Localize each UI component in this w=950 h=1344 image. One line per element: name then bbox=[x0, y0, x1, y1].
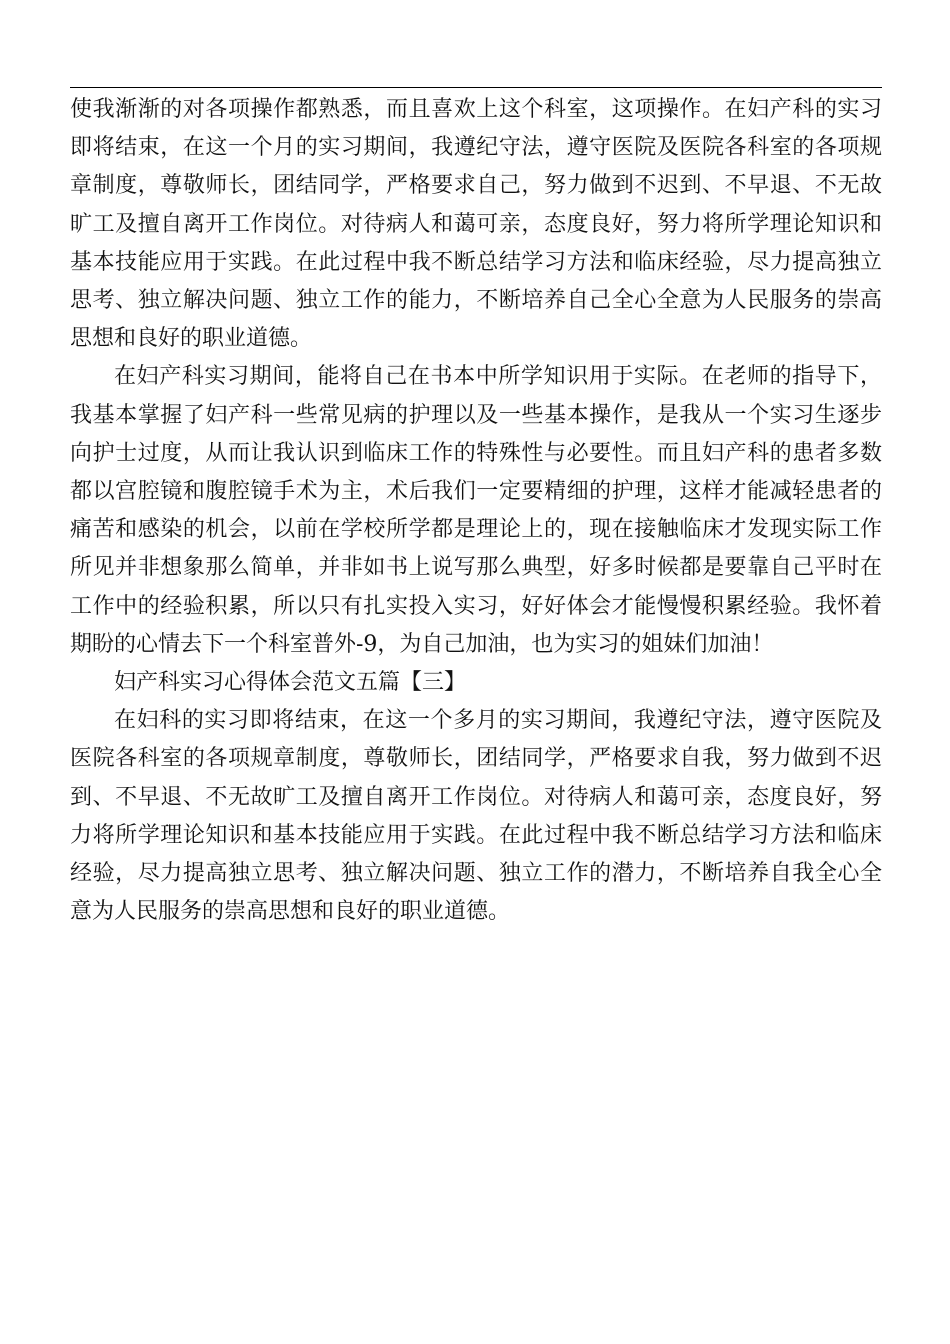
paragraph-2: 在妇产科实习期间，能将自己在书本中所学知识用于实际。在老师的指导下，我基本掌握了妇产科一些常见病的护理以及一些基本操作，是我从一个实习生逐步向护士过度，从而让我认识到临床工作的特殊性与必要性。而且妇产科的患者多数都以宫腔镜和腹腔镜手术为主，术后我们一定要精细的护理，这样才能减轻患者的痛苦和感染的机会，以前在学校所学都是理论上的，现在接触临床才发现实际工作所见并非想象那么简单，并非如书上说写那么典型，好多时候都是要靠自己平时在工作中的经验积累，所以只有扎实投入实习，好好体会才能慢慢积累经验。我怀着期盼的心情去下一个科室普外-9，为自己加油，也为实习的姐妹们加油！ bbox=[70, 364, 882, 657]
section-heading: 妇产科实习心得体会范文五篇【三】 bbox=[114, 670, 467, 696]
paragraph-3: 在妇科的实习即将结束，在这一个多月的实习期间，我遵纪守法，遵守医院及医院各科室的各项规章制度，尊敬师长，团结同学，严格要求自我，努力做到不迟到、不早退、不无故旷工及擅自离开工作岗位。对待病人和蔼可亲，态度良好，努力将所学理论知识和基本技能应用于实践。在此过程中我不断总结学习方法和临床经验，尽力提高独立思考、独立解决问题、独立工作的潜力，不断培养自我全心全意为人民服务的崇高思想和良好的职业道德。 bbox=[70, 708, 882, 925]
paragraph-1: 使我渐渐的对各项操作都熟悉，而且喜欢上这个科室，这项操作。在妇产科的实习即将结束，在这一个月的实习期间，我遵纪守法，遵守医院及医院各科室的各项规章制度，尊敬师长，团结同学，严格要求自己，努力做到不迟到、不早退、不无故旷工及擅自离开工作岗位。对待病人和蔼可亲，态度良好，努力将所学理论知识和基本技能应用于实践。在此过程中我不断总结学习方法和临床经验，尽力提高独立思考、独立解决问题、独立工作的能力，不断培养自己全心全意为人民服务的崇高思想和良好的职业道德。 bbox=[70, 97, 882, 352]
header-rule bbox=[70, 87, 882, 88]
document-body bbox=[70, 91, 882, 931]
